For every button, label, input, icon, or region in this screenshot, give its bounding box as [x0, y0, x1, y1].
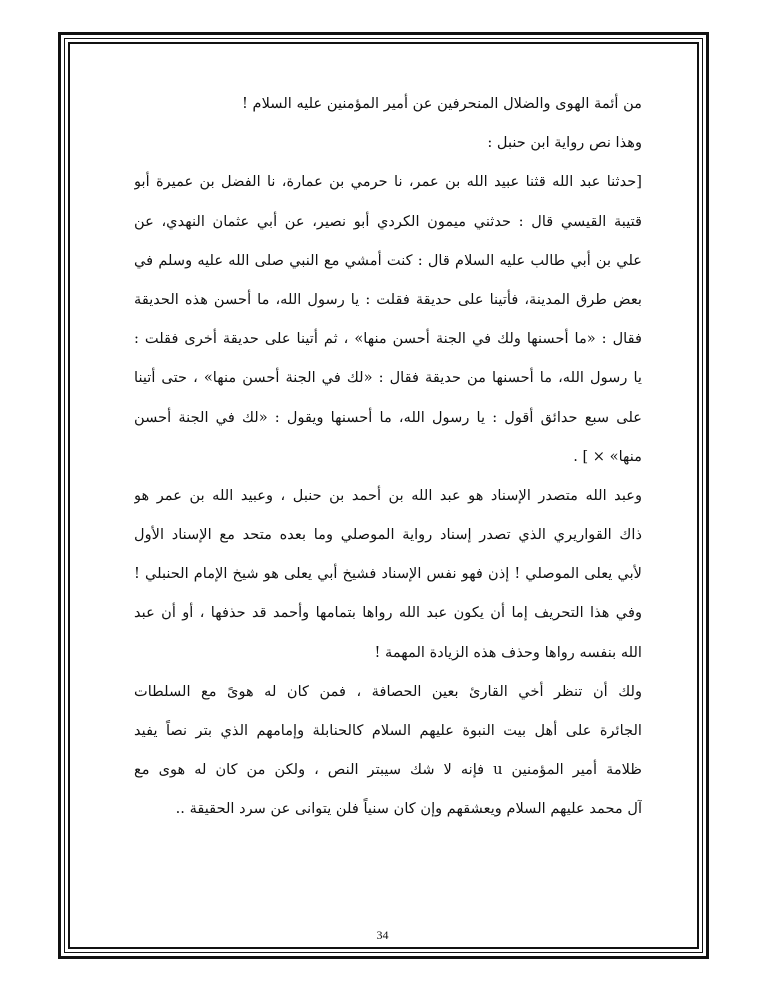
- page-number: 34: [376, 928, 389, 942]
- text-line: [حدثنا عبد الله قثنا عبيد الله بن عمر، نا حرمي بن عمارة، نا الفضل بن عميرة أبو: [134, 173, 642, 191]
- text-line: ظلامة أمير المؤمنين u فإنه لا شك سيبتر النص ، ولكن من كان له هوى مع: [134, 761, 642, 779]
- text-line: يا رسول الله، ما أحسنها من حديقة فقال : «لك في الجنة أحسن منها» ، حتى أتينا: [134, 369, 642, 387]
- text-line: وعبد الله متصدر الإسناد هو عبد الله بن أحمد بن حنبل ، وعبيد الله بن عمر هو: [134, 486, 642, 504]
- text-line: الله بنفسه رواها وحذف هذه الزيادة المهمة !: [374, 643, 642, 661]
- text-line: علي بن أبي طالب عليه السلام قال : كنت أمشي مع النبي صلى الله عليه وسلم في: [134, 251, 642, 269]
- text-line: قتيبة القيسي قال : حدثني ميمون الكردي أبو نصير، عن أبي عثمان النهدي، عن: [134, 212, 642, 230]
- text-line: لأبي يعلى الموصلي ! إذن فهو نفس الإسناد فشيخ أبي يعلى هو شيخ الإمام الحنبلي !: [134, 565, 642, 583]
- text-line: من أئمة الهوى والضلال المنحرفين عن أمير المؤمنين عليه السلام !: [242, 95, 642, 112]
- text-line: وهذا نص رواية ابن حنبل :: [487, 134, 642, 152]
- text-line: الجائرة على أهل بيت النبوة عليهم السلام كالحنابلة وإمامهم الذي بتر نصاً يفيد: [134, 722, 642, 739]
- text-line: وفي هذا التحريف إما أن يكون عبد الله رواها بتمامها وأحمد قد حذفها ، أو أن عبد: [134, 604, 642, 622]
- text-line: على سبع حدائق أقول : يا رسول الله، ما أحسنها ويقول : «لك في الجنة أحسن: [134, 408, 642, 426]
- text-line: فقال : «ما أحسنها ولك في الجنة أحسن منها» ، ثم أتينا على حديقة أخرى فقلت :: [134, 330, 642, 348]
- text-line: منها» × ] .: [573, 447, 642, 465]
- text-line: بعض طرق المدينة، فأتينا على حديقة فقلت : يا رسول الله، ما أحسن هذه الحديقة: [134, 290, 642, 308]
- text-line: ذاك القواريري الذي تصدر إسناد رواية الموصلي وما بعده متحد مع الإسناد الأول: [134, 526, 642, 544]
- text-line: ولك أن تنظر أخي القارئ بعين الحصافة ، فمن كان له هوىً مع السلطات: [134, 682, 642, 700]
- page-body: [134, 84, 642, 829]
- text-line: آل محمد عليهم السلام ويعشقهم وإن كان سنياً فلن يتوانى عن سرد الحقيقة ..: [175, 800, 642, 818]
